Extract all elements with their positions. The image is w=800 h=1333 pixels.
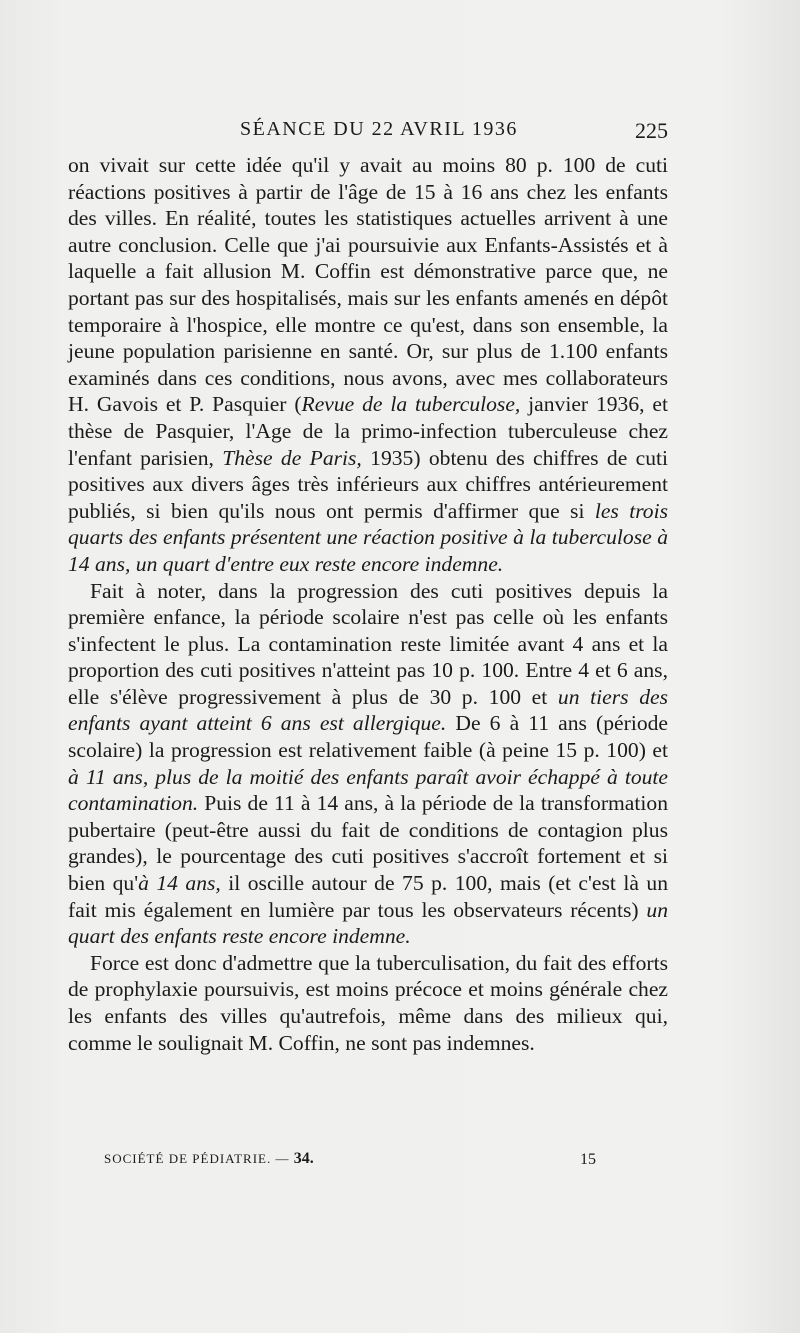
signature-mark bbox=[104, 1150, 314, 1168]
paragraph-2-italic-a: un tiers des enfants ayant atteint 6 ans est allergique. bbox=[68, 684, 668, 736]
signature-text: SOCIÉTÉ DE PÉDIATRIE. — bbox=[104, 1151, 290, 1166]
paragraph-1-text-c: 1935) obtenu des chiffres de cuti positives aux divers âges très inférieurs aux chiffres antérieurement publiés, si bien qu'ils nous ont permis d'affirmer que si bbox=[68, 445, 668, 523]
signature-number: 34. bbox=[293, 1150, 314, 1167]
page-footer bbox=[0, 1150, 800, 1174]
paragraph-2-text-a: Fait à noter, dans la progression des cuti positives depuis la première enfance, la période scolaire n'est pas celle où les enfants s'infectent le plus. La contamination reste limitée avant 4 ans et la proportion des cuti positives n'atteint pas 10 p. 100. Entre 4 et 6 ans, elle s'élève progressivement à plus de 30 p. 100 et bbox=[68, 578, 668, 709]
running-head-title: SÉANCE DU 22 AVRIL 1936 bbox=[240, 118, 518, 140]
sheet-number: 15 bbox=[580, 1151, 596, 1168]
paragraph-2-text-b: De 6 à 11 ans (période scolaire) la progression est relativement faible (à peine 15 p. 100) et bbox=[68, 711, 668, 763]
paragraph-3: Force est donc d'admettre que la tuberculisation, du fait des efforts de prophylaxie poursuivis, est moins précoce et moins générale chez les enfants des villes qu'autrefois, même dans des milieux qui, comme le soulignait M. Coffin, ne sont pas indemnes. bbox=[68, 950, 668, 1055]
running-head bbox=[0, 118, 800, 148]
body-text bbox=[68, 152, 668, 1056]
page-number: 225 bbox=[635, 118, 668, 143]
paragraph-1-italic-journal: Revue de la tuberculose, bbox=[301, 392, 521, 417]
paragraph-2-italic-d: un quart des enfants reste encore indemne. bbox=[68, 897, 668, 949]
paragraph-2-italic-b: à 11 ans, plus de la moitié des enfants paraît avoir échappé à toute contamination. bbox=[68, 764, 668, 816]
paragraph-2-text-c: Puis de 11 à 14 ans, à la période de la transformation pubertaire (peut-être aussi du fait de conditions de contagion plus grandes), le pourcentage des cuti positives s'accroît fortement et si bien qu' bbox=[68, 791, 668, 896]
paragraph-2-italic-c: à 14 ans, bbox=[138, 871, 221, 896]
paragraph-1-text-b: janvier 1936, et thèse de Pasquier, l'Age de la primo-infection tuberculeuse chez l'enfant parisien, bbox=[68, 392, 668, 470]
paragraph-2-text-d: il oscille autour de 75 p. 100, mais (et c'est là un fait mis également en lumière par tous les observateurs récents) bbox=[68, 871, 668, 922]
paragraph-2 bbox=[68, 578, 668, 950]
paragraph-1-italic-thesis: Thèse de Paris, bbox=[222, 445, 362, 470]
paragraph-1-italic-conclusion: les trois quarts des enfants présentent une réaction positive à la tuberculose à 14 ans, un quart d'entre eux reste encore indemne. bbox=[68, 498, 668, 576]
paragraph-1 bbox=[68, 152, 668, 578]
paragraph-1-text-a: on vivait sur cette idée qu'il y avait au moins 80 p. 100 de cuti réactions positives à partir de l'âge de 15 à 16 ans chez les enfants des villes. En réalité, toutes les statistiques actuelles arrivent à une autre conclusion. Celle que j'ai poursuivie aux Enfants-Assistés et à laquelle a fait allusion M. Coffin est démonstrative parce que, ne portant pas sur des hospitalisés, mais sur les enfants amenés en dépôt temporaire à l'hospice, elle montre ce qu'est, dans son ensemble, la jeune population parisienne en santé. Or, sur plus de 1.100 enfants examinés dans ces conditions, nous avons, avec mes collaborateurs H. Gavois et P. Pasquier ( bbox=[68, 153, 668, 417]
